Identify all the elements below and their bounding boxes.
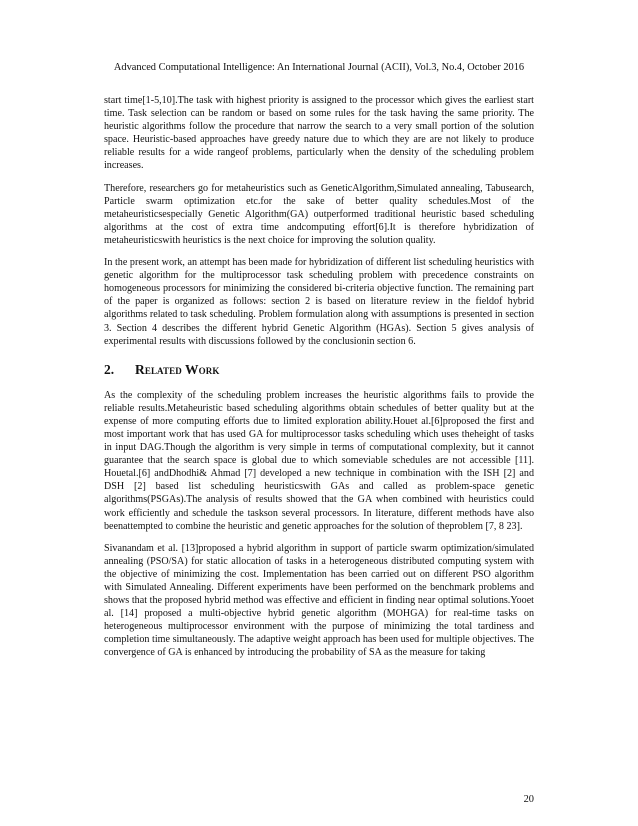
section-heading bbox=[104, 362, 534, 378]
page-number: 20 bbox=[523, 794, 534, 805]
section-number: 2. bbox=[104, 361, 115, 377]
running-head: Advanced Computational Intelligence: An International Journal (ACII), Vol.3, No.4, October 2016 bbox=[113, 62, 525, 73]
page-body bbox=[104, 94, 534, 669]
paragraph-intro-2: Therefore, researchers go for metaheuristics such as GeneticAlgorithm,Simulated annealing, Tabusearch, Particle swarm optimization etc.for the sake of better quality schedules.Most of the metaheuristicsespecially Genetic Algorithm(GA) outperformed traditional heuristic based scheduling algorithms at the cost of extra time andcomputing effort[6].It is therefore hybridization of metaheuristicswith heuristics is the next choice for improving the solution quality. bbox=[104, 182, 534, 246]
paragraph-intro-1: start time[1-5,10].The task with highest priority is assigned to the processor which gives the earliest start time. Task selection can be random or based on some rules for the task having the same priority. The heuristic algorithms follow the procedure that narrow the search to a very small portion of the solution space. Heuristic-based approaches have greedy nature due to which they are are not likely to produce reliable results for a wide rangeof problems, particularly when the density of the scheduling problem increases. bbox=[104, 95, 534, 172]
paragraph-related-work-1: As the complexity of the scheduling problem increases the heuristic algorithms fails to provide the reliable results.Metaheuristic based scheduling algorithms obtain schedules of better quality but at the expense of more computing efforts due to limited exploration ability.Houet al.[6]proposed the first and most important work that has used GA for multiprocessor tasks scheduling which uses theheight of tasks in input DAG.Though the algorithm is very simple in terms of computational complexity, but it cannot guarantee that the search space is global due to which someviable schedules are not accessible [11]. Houetal.[6] andDhodhi& Ahmad [7] developed a new technique in combination with the ISH [2] and DSH [2] based list scheduling heuristicswith GAs and called as problem-space genetic algorithms(PSGAs).The analysis of results showed that the GA when combined with heuristics could work efficiently and schedule the taskson several processors. In literature, different methods have also beenattempted to combine the heuristic and genetic approaches for the solution of theproblem [7, 8 23]. bbox=[104, 389, 534, 532]
paragraph-intro-3: In the present work, an attempt has been made for hybridization of different list scheduling heuristics with genetic algorithm for the multiprocessor task scheduling problem with precedence constraints on homogeneous processors for minimizing the considered bi-criteria objective function. The remaining part of the paper is organized as follows: section 2 is based on literature review in the fieldof hybrid algorithms related to task scheduling. Problem formulation along with assumptions is presented in section 3. Section 4 describes the different hybrid Genetic Algorithm (HGAs). Section 5 gives analysis of experimental results with discussions followed by the conclusionin section 6. bbox=[104, 257, 534, 347]
paragraph-related-work-2: Sivanandam et al. [13]proposed a hybrid algorithm in support of particle swarm optimization/simulated annealing (PSO/SA) for static allocation of tasks in a heterogeneous distributed computing system with the objective of minimizing the cost. Implementation has been carried out on different PSO algorithm with Simulated Annealing. Different experiments have been performed on the benchmark problems and shows that the proposed hybrid method was effective and efficient in finding near optimal solutions.Yooet al. [14] proposed a multi-objective hybrid genetic algorithm (MOHGA) for real-time tasks on heterogeneous multiprocessor environment with the purpose of minimizing the total tardiness and completion time simultaneously. The adaptive weight approach has been used for multiple objectives. The convergence of GA is enhanced by introducing the probability of SA as the measure for taking bbox=[104, 542, 534, 659]
section-title: Related Work bbox=[135, 361, 220, 377]
